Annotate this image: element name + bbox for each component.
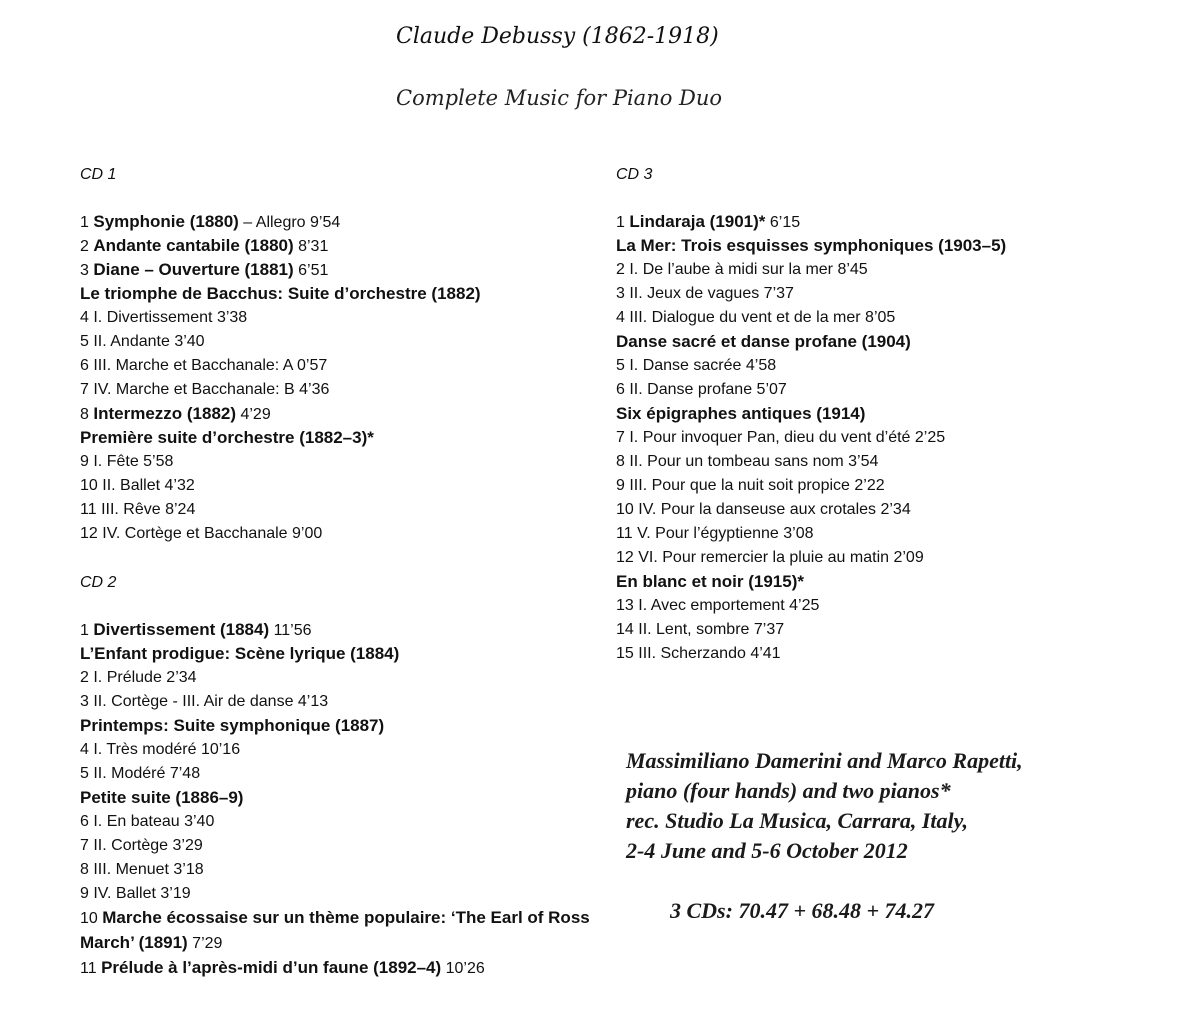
performer-credits — [626, 746, 1023, 866]
track-item — [616, 618, 1136, 642]
track-number: 1 — [80, 214, 89, 231]
work-heading — [80, 426, 640, 450]
credit-line: rec. Studio La Musica, Carrara, Italy, — [626, 808, 969, 833]
track-number: 2 — [616, 261, 625, 278]
track-number: 15 — [616, 645, 634, 662]
work-title: La Mer: Trois esquisses symphoniques (1903–5) — [616, 236, 1007, 255]
track-number: 5 — [80, 333, 89, 350]
track-detail: I. Divertissement 3’38 — [93, 309, 248, 326]
track-number: 12 — [80, 525, 98, 542]
track-number: 4 — [80, 309, 89, 326]
track-number: 2 — [80, 669, 89, 686]
track-number: 5 — [616, 357, 625, 374]
track-detail: – Allegro 9’54 — [238, 214, 341, 231]
track-number: 8 — [80, 861, 89, 878]
track-item — [80, 402, 640, 426]
cd2-tracks — [80, 618, 640, 980]
track-item — [80, 738, 640, 762]
work-heading — [80, 714, 640, 738]
track-detail: I. Fête 5’58 — [93, 453, 174, 470]
track-item — [80, 354, 640, 378]
track-item — [616, 426, 1136, 450]
cd1-tracklist — [80, 166, 640, 546]
track-detail: I. Très modéré 10’16 — [93, 741, 241, 758]
track-item — [80, 690, 640, 714]
track-item — [80, 474, 640, 498]
work-title: Lindaraja (1901)* — [629, 212, 766, 231]
track-number: 11 — [80, 501, 97, 518]
work-title: Six épigraphes antiques (1914) — [616, 404, 866, 423]
track-item — [616, 546, 1136, 570]
credit-line: Massimiliano Damerini and Marco Rapetti, — [626, 748, 1023, 773]
track-detail: I. Avec emportement 4’25 — [638, 597, 820, 614]
track-number: 12 — [616, 549, 634, 566]
track-item — [80, 330, 640, 354]
track-item — [80, 834, 640, 858]
track-number: 11 — [80, 960, 97, 977]
cd1-tracks — [80, 210, 640, 546]
track-number: 7 — [616, 429, 625, 446]
track-number: 9 — [80, 453, 89, 470]
work-heading — [80, 282, 640, 306]
track-item — [616, 450, 1136, 474]
track-detail: II. Jeux de vagues 7’37 — [629, 285, 794, 302]
track-detail: II. Modéré 7’48 — [93, 765, 201, 782]
track-item — [616, 282, 1136, 306]
track-detail: 6’15 — [765, 214, 801, 231]
work-title: Petite suite (1886–9) — [80, 788, 244, 807]
work-title: L’Enfant prodigue: Scène lyrique (1884) — [80, 644, 400, 663]
work-heading — [616, 330, 1136, 354]
work-title: Intermezzo (1882) — [93, 404, 237, 423]
track-number: 1 — [616, 214, 625, 231]
work-title: Danse sacré et danse profane (1904) — [616, 332, 911, 351]
track-detail: I. Danse sacrée 4’58 — [629, 357, 777, 374]
track-number: 6 — [616, 381, 625, 398]
track-item — [616, 498, 1136, 522]
track-number: 13 — [616, 597, 634, 614]
track-detail: 6’51 — [293, 262, 329, 279]
track-item — [616, 306, 1136, 330]
track-item — [616, 378, 1136, 402]
track-detail: III. Pour que la nuit soit propice 2’22 — [629, 477, 885, 494]
track-detail: II. Cortège - III. Air de danse 4’13 — [93, 693, 329, 710]
work-title: En blanc et noir (1915)* — [616, 572, 804, 591]
track-item — [80, 258, 640, 282]
track-number: 5 — [80, 765, 89, 782]
cd3-tracklist — [616, 166, 1136, 666]
track-item — [80, 522, 640, 546]
track-item — [80, 618, 640, 642]
track-detail: IV. Pour la danseuse aux crotales 2’34 — [638, 501, 911, 518]
track-detail: III. Marche et Bacchanale: A 0’57 — [93, 357, 328, 374]
track-number: 3 — [616, 285, 625, 302]
track-detail: V. Pour l’égyptienne 3’08 — [637, 525, 814, 542]
cd1-label: CD 1 — [80, 166, 117, 183]
track-detail: VI. Pour remercier la pluie au matin 2’09 — [638, 549, 924, 566]
track-item — [80, 810, 640, 834]
track-item — [80, 378, 640, 402]
credit-line: 2-4 June and 5-6 October 2012 — [626, 838, 908, 863]
cd3-tracks — [616, 210, 1136, 666]
page-title: Claude Debussy (1862-1918) — [396, 24, 719, 49]
track-number: 10 — [80, 910, 98, 927]
work-title: Prélude à l’après-midi d’un faune (1892–4) — [101, 958, 442, 977]
track-detail: I. Pour invoquer Pan, dieu du vent d’été 2’25 — [629, 429, 946, 446]
track-detail: 4’29 — [236, 406, 271, 423]
work-heading — [80, 786, 640, 810]
track-number: 8 — [80, 406, 89, 423]
track-number: 9 — [616, 477, 625, 494]
track-number: 4 — [616, 309, 625, 326]
track-detail: II. Pour un tombeau sans nom 3’54 — [629, 453, 879, 470]
track-detail: IV. Marche et Bacchanale: B 4’36 — [93, 381, 330, 398]
track-detail: III. Rêve 8’24 — [101, 501, 196, 518]
track-detail: 8’31 — [293, 238, 329, 255]
credit-line: piano (four hands) and two pianos* — [626, 778, 951, 803]
track-item — [80, 858, 640, 882]
work-heading — [616, 234, 1136, 258]
track-detail: III. Scherzando 4’41 — [638, 645, 781, 662]
page-subtitle: Complete Music for Piano Duo — [396, 86, 723, 110]
track-item — [616, 594, 1136, 618]
track-detail: II. Ballet 4’32 — [102, 477, 195, 494]
track-number: 4 — [80, 741, 89, 758]
track-detail: 11’56 — [269, 622, 312, 639]
work-title: Symphonie (1880) — [93, 212, 239, 231]
track-item — [80, 498, 640, 522]
work-title: Andante cantabile (1880) — [93, 236, 294, 255]
track-detail: IV. Ballet 3’19 — [93, 885, 191, 902]
track-detail: I. En bateau 3’40 — [93, 813, 215, 830]
track-detail: 7’29 — [187, 935, 223, 952]
track-number: 7 — [80, 837, 89, 854]
track-item — [80, 234, 640, 258]
track-number: 2 — [80, 238, 89, 255]
track-detail: 10’26 — [441, 960, 485, 977]
track-number: 3 — [80, 693, 89, 710]
track-number: 1 — [80, 622, 89, 639]
work-title: Première suite d’orchestre (1882–3)* — [80, 428, 374, 447]
track-detail: II. Danse profane 5’07 — [629, 381, 787, 398]
track-number: 10 — [616, 501, 634, 518]
work-title: Diane – Ouverture (1881) — [93, 260, 294, 279]
track-item — [80, 882, 640, 906]
track-number: 10 — [80, 477, 98, 494]
track-item — [80, 762, 640, 786]
track-number: 11 — [616, 525, 633, 542]
track-item — [616, 474, 1136, 498]
track-number: 6 — [80, 357, 89, 374]
track-number: 14 — [616, 621, 634, 638]
track-detail: I. De l’aube à midi sur la mer 8’45 — [629, 261, 868, 278]
track-detail: II. Andante 3’40 — [93, 333, 205, 350]
track-item — [80, 956, 640, 980]
work-title: Printemps: Suite symphonique (1887) — [80, 716, 385, 735]
track-item — [616, 258, 1136, 282]
track-item — [80, 210, 640, 234]
work-heading — [616, 570, 1136, 594]
track-item — [616, 642, 1136, 666]
track-item — [616, 522, 1136, 546]
track-item — [80, 666, 640, 690]
track-number: 3 — [80, 262, 89, 279]
track-item — [80, 306, 640, 330]
cd3-label: CD 3 — [616, 166, 653, 183]
track-detail: II. Lent, sombre 7’37 — [638, 621, 785, 638]
track-number: 8 — [616, 453, 625, 470]
cd2-label: CD 2 — [80, 574, 117, 591]
total-duration: 3 CDs: 70.47 + 68.48 + 74.27 — [670, 898, 935, 923]
track-item — [616, 354, 1136, 378]
track-item — [80, 450, 640, 474]
work-title: Divertissement (1884) — [93, 620, 270, 639]
track-item — [80, 906, 640, 956]
track-detail: III. Menuet 3’18 — [93, 861, 204, 878]
work-heading — [80, 642, 640, 666]
work-title: Le triomphe de Bacchus: Suite d’orchestre (1882) — [80, 284, 481, 303]
track-number: 9 — [80, 885, 89, 902]
work-heading — [616, 402, 1136, 426]
track-detail: II. Cortège 3’29 — [93, 837, 203, 854]
track-number: 6 — [80, 813, 89, 830]
work-title: Marche écossaise sur un thème populaire: ‘The Earl of Ross March’ (1891) — [80, 908, 590, 952]
track-detail: III. Dialogue du vent et de la mer 8’05 — [629, 309, 896, 326]
track-item — [616, 210, 1136, 234]
cd2-tracklist — [80, 574, 640, 980]
track-detail: IV. Cortège et Bacchanale 9’00 — [102, 525, 323, 542]
track-detail: I. Prélude 2’34 — [93, 669, 197, 686]
track-number: 7 — [80, 381, 89, 398]
